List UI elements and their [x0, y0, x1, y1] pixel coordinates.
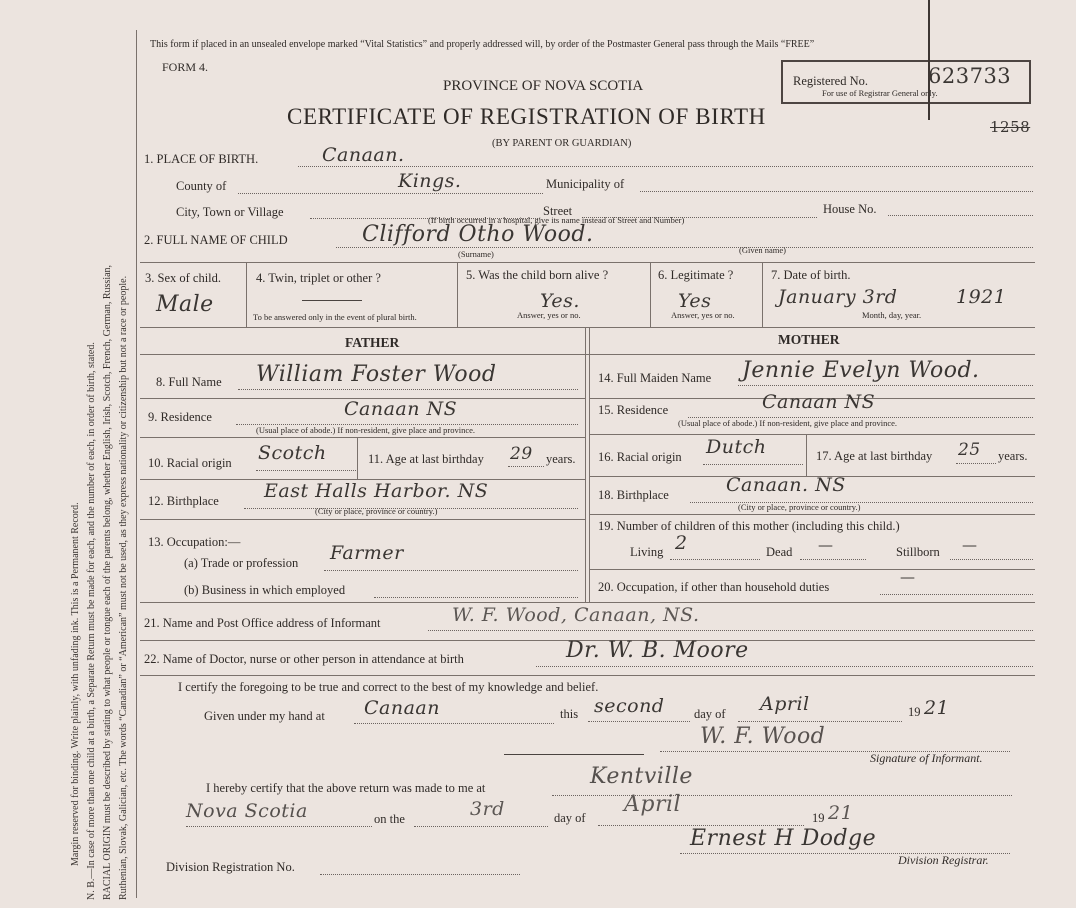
- father-trade-value: Farmer: [330, 542, 404, 564]
- alive-label: 5. Was the child born alive ?: [466, 268, 609, 282]
- page-subtitle: (BY PARENT OR GUARDIAN): [492, 138, 632, 149]
- mother-children-label: 19. Number of children of this mother (including this child.): [598, 519, 900, 533]
- registrar-day-value: 3rd: [470, 798, 505, 820]
- dob-year: 1921: [956, 286, 1007, 308]
- legitimate-label: 6. Legitimate ?: [658, 268, 734, 282]
- registrar-year-value: 21: [828, 802, 854, 824]
- mother-birthplace-note: (City or place, province or country.): [738, 502, 861, 512]
- father-trade-label: (a) Trade or profession: [184, 556, 299, 570]
- registrar-province-value: Nova Scotia: [186, 800, 308, 822]
- sex-label: 3. Sex of child.: [145, 271, 222, 285]
- registered-label: Registered No.: [793, 74, 868, 88]
- margin-note-racial-origin: RACIAL ORIGIN must be described by stating to what people or tongue each of the parents belong, whether English, Irish, Scotch, French, German, Russian,: [102, 264, 113, 900]
- registrar-place-value: Kentville: [590, 764, 693, 789]
- cert-year-prefix: 19: [908, 705, 921, 719]
- given-name-note: (Given name): [739, 245, 786, 255]
- doctor-value: Dr. W. B. Moore: [566, 638, 749, 663]
- registrar-on-label: on the: [374, 812, 405, 826]
- father-birthplace-note: (City or place, province or country.): [315, 506, 438, 516]
- form-number: FORM 4.: [162, 60, 209, 74]
- place-of-birth-label: 1. PLACE OF BIRTH.: [144, 152, 259, 166]
- dob-label: 7. Date of birth.: [771, 268, 851, 282]
- parents-divider: [585, 327, 586, 602]
- father-birthplace-value: East Halls Harbor. NS: [264, 480, 489, 502]
- mother-occupation-label: 20. Occupation, if other than household duties: [598, 580, 830, 594]
- father-business-label: (b) Business in which employed: [184, 583, 346, 597]
- mother-racial-value: Dutch: [706, 436, 767, 458]
- margin-rule: [136, 30, 137, 898]
- mother-racial-label: 16. Racial origin: [598, 450, 682, 464]
- certification-statement: I certify the foregoing to be true and correct to the best of my knowledge and belief.: [178, 680, 599, 694]
- father-age-label: 11. Age at last birthday: [368, 452, 484, 466]
- father-name-label: 8. Full Name: [156, 375, 222, 389]
- mother-residence-value: Canaan NS: [762, 391, 876, 413]
- dead-label: Dead: [766, 545, 793, 559]
- stillborn-label: Stillborn: [896, 545, 940, 559]
- page-title: CERTIFICATE OF REGISTRATION OF BIRTH: [287, 104, 766, 129]
- cert-month-value: April: [760, 693, 810, 715]
- province-heading: PROVINCE OF NOVA SCOTIA: [443, 78, 644, 94]
- cert-day-value: second: [594, 695, 665, 717]
- mother-heading: MOTHER: [778, 332, 840, 347]
- mother-birthplace-value: Canaan. NS: [726, 474, 846, 496]
- registrar-signature-label: Division Registrar.: [898, 853, 989, 867]
- mother-name-label: 14. Full Maiden Name: [598, 371, 712, 385]
- county-label: County of: [176, 179, 227, 193]
- margin-note-racial-words: Ruthenian, Slovak, Galician, etc. The words “Canadian” or “American” must not be used, as they express nationality or citizenship but not a race or people.: [118, 275, 129, 900]
- this-label: this: [560, 707, 579, 721]
- mother-age-label: 17. Age at last birthday: [816, 449, 933, 463]
- father-residence-label: 9. Residence: [148, 410, 212, 424]
- street-label: Street: [543, 204, 573, 218]
- registrar-note: For use of Registrar General only.: [822, 88, 938, 98]
- postal-note: This form if placed in an unsealed envelope marked “Vital Statistics” and properly addressed will, by order of the Postmaster General pass through the Mails “FREE”: [150, 39, 815, 50]
- informant-label: 21. Name and Post Office address of Informant: [144, 616, 381, 630]
- sex-value: Male: [156, 292, 214, 317]
- cert-year-value: 21: [924, 697, 950, 719]
- hospital-note: (If birth occurred in a hospital, give its name instead of Street and Number): [428, 215, 685, 225]
- dob-note: Month, day, year.: [862, 310, 922, 320]
- given-place-value: Canaan: [364, 697, 440, 719]
- mother-residence-label: 15. Residence: [598, 403, 669, 417]
- pen-stroke: [928, 0, 930, 120]
- twin-label: 4. Twin, triplet or other ?: [256, 271, 381, 285]
- dead-value: —: [818, 536, 834, 554]
- child-name-value: Clifford Otho Wood.: [362, 222, 594, 247]
- registrar-statement: I hereby certify that the above return was made to me at: [206, 781, 486, 795]
- child-name-label: 2. FULL NAME OF CHILD: [144, 233, 288, 247]
- registrar-signature: Ernest H Dodge: [690, 826, 877, 851]
- alive-value: Yes.: [540, 290, 580, 312]
- registrar-year-prefix: 19: [812, 811, 825, 825]
- city-label: City, Town or Village: [176, 205, 284, 219]
- father-name-value: William Foster Wood: [256, 362, 497, 387]
- registered-number: 623733: [928, 64, 1012, 88]
- margin-note-multiple-births: N. B.—In case of more than one child at a birth, a Separate Return must be made for each, and the number of each, in order of birth, stated.: [86, 342, 97, 900]
- given-under-label: Given under my hand at: [204, 709, 325, 723]
- informant-signature: W. F. Wood: [700, 724, 826, 749]
- living-label: Living: [630, 545, 664, 559]
- doctor-label: 22. Name of Doctor, nurse or other person in attendance at birth: [144, 652, 464, 666]
- informant-signature-label: Signature of Informant.: [870, 751, 983, 765]
- division-registration-label: Division Registration No.: [166, 860, 295, 874]
- dob-value: January 3rd: [778, 286, 898, 308]
- alive-note: Answer, yes or no.: [517, 310, 581, 320]
- county-value: Kings.: [398, 170, 462, 192]
- twin-note: To be answered only in the event of plural birth.: [253, 312, 417, 322]
- legitimate-note: Answer, yes or no.: [671, 310, 735, 320]
- surname-note: (Surname): [458, 249, 494, 259]
- cert-day-of-label: day of: [694, 707, 726, 721]
- mother-occupation-value: —: [900, 568, 916, 586]
- father-birthplace-label: 12. Birthplace: [148, 494, 219, 508]
- living-value: 2: [675, 532, 688, 554]
- place-of-birth-value: Canaan.: [322, 144, 405, 166]
- father-age-value: 29: [510, 444, 533, 464]
- mother-name-value: Jennie Evelyn Wood.: [742, 358, 980, 383]
- municipality-label: Municipality of: [546, 177, 625, 191]
- father-residence-note: (Usual place of abode.) If non-resident, give place and province.: [256, 425, 476, 435]
- legitimate-value: Yes: [678, 290, 712, 312]
- mother-age-years: years.: [998, 449, 1028, 463]
- twin-value-dash: [302, 300, 362, 301]
- father-age-years: years.: [546, 452, 576, 466]
- mother-residence-note: (Usual place of abode.) If non-resident, give place and province.: [678, 418, 898, 428]
- margin-note-binding: Margin reserved for binding. Write plainly, with unfading ink. This is a Permanent Record.: [70, 502, 81, 866]
- house-label: House No.: [823, 202, 877, 216]
- informant-value: W. F. Wood, Canaan, NS.: [452, 604, 700, 626]
- mother-age-value: 25: [958, 440, 981, 460]
- page-mark: 1258: [990, 118, 1031, 136]
- stillborn-value: —: [962, 536, 978, 554]
- father-racial-label: 10. Racial origin: [148, 456, 232, 470]
- registrar-day-of-label: day of: [554, 811, 586, 825]
- father-residence-value: Canaan NS: [344, 398, 458, 420]
- father-occupation-label: 13. Occupation:—: [148, 535, 241, 549]
- father-racial-value: Scotch: [258, 442, 327, 464]
- father-heading: FATHER: [345, 335, 400, 350]
- registrar-month-value: April: [624, 792, 682, 817]
- mother-birthplace-label: 18. Birthplace: [598, 488, 669, 502]
